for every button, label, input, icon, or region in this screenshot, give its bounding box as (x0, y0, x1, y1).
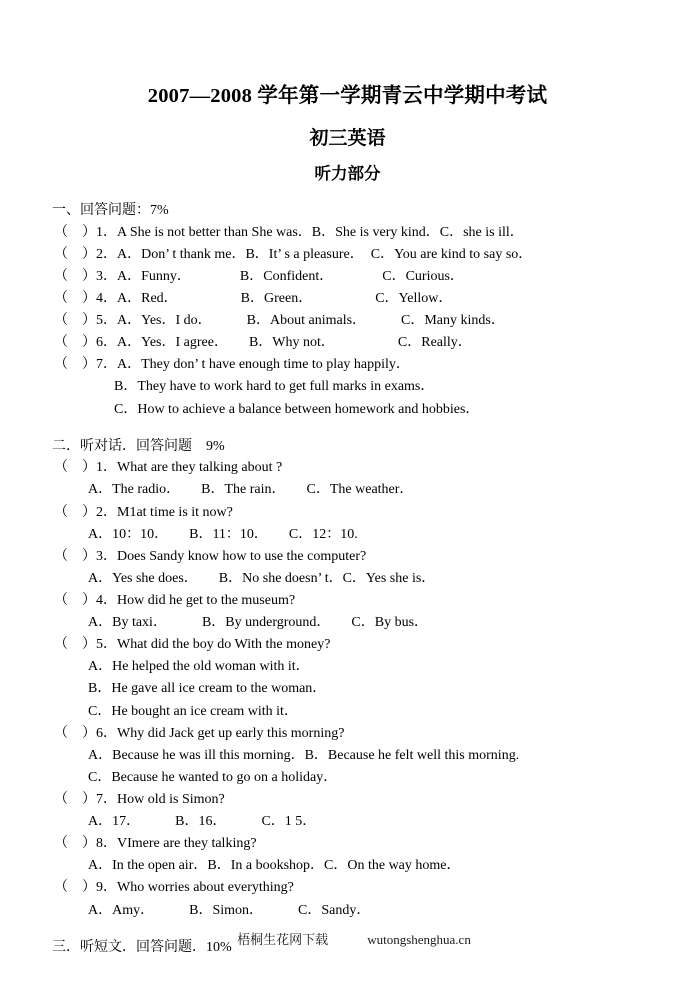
question-item: （ ）6．Why did Jack get up early this morning? (54, 725, 345, 741)
question-item: （ ）4．A．Red． B．Green． C．Yellow． (54, 291, 453, 307)
option-item: A．17． B．16． C．1 5． (88, 814, 317, 830)
question-item: （ ）2．M1at time is it now? (54, 504, 233, 520)
section-heading-1: 一、回答问题：7% (52, 203, 169, 218)
question-item: （ ）1．What are they talking about ? (54, 460, 283, 476)
question-item: （ ）2．A．Don’ t thank me．B．It’ s a pleasure． C．You are kind to say so． (54, 246, 533, 262)
option-item: A．Because he was ill this morning．B．Because he felt well this morning. (88, 747, 520, 763)
page-title: 2007—2008 学年第一学期青云中学期中考试 (147, 85, 548, 107)
footer-site-url: wutongshenghua.cn (367, 931, 471, 947)
option-item: B．He gave all ice cream to the woman． (88, 681, 327, 697)
question-item: （ ）8．VImere are they talking? (54, 836, 257, 852)
question-item: （ ）9．Who worries about everything? (54, 880, 294, 896)
question-item: （ ）1．A She is not better than She was．B．She is very kind．C．she is ill． (54, 224, 524, 240)
option-item: A．Amy． B．Simon． C．Sandy． (88, 902, 371, 918)
option-item: A．In the open air．B．In a bookshop．C．On the way home． (88, 858, 461, 874)
option-item: A．The radio． B．The rain． C．The weather． (88, 482, 414, 498)
question-item: （ ）5．A．Yes．I do． B．About animals． C．Many kinds． (54, 313, 505, 329)
option-item: A．Yes she does． B．No she doesn’ t．C．Yes she is． (88, 570, 436, 586)
question-item: （ ）6．A．Yes．I agree． B．Why not． C．Really． (54, 335, 472, 351)
option-item: C．Because he wanted to go on a holiday． (88, 769, 338, 785)
question-item: （ ）5．What did the boy do With the money? (54, 637, 331, 653)
section-heading-3: 三．听短文．回答问题．10% (52, 939, 232, 955)
option-item: C．How to achieve a balance between homework and hobbies． (114, 401, 480, 417)
option-item: A．He helped the old woman with it． (88, 659, 310, 675)
question-item: （ ）3．Does Sandy know how to use the computer? (54, 548, 367, 564)
footer-site-name: 梧桐生花网下载 (237, 931, 329, 947)
option-item: A．10：10． B．11：10． C．12：10. (88, 526, 358, 542)
subject-title: 初三英语 (309, 127, 386, 149)
footer-separator (328, 932, 367, 947)
section-title-listening: 听力部分 (314, 164, 381, 184)
section-heading-2: 二．听对话．回答问题 9% (52, 438, 225, 454)
option-item: B．They have to work hard to get full marks in exams． (114, 379, 435, 395)
page-footer (0, 915, 695, 966)
question-item: （ ）3．A．Funny． B．Confident． C．Curious． (54, 268, 464, 284)
question-item: （ ）7．A．They don’ t have enough time to play happily． (54, 357, 410, 373)
option-item: C．He bought an ice cream with it． (88, 703, 298, 719)
option-item: A．By taxi． B．By underground． C．By bus． (88, 615, 429, 631)
question-item: （ ）7．How old is Simon? (54, 792, 225, 807)
question-item: （ ）4．How did he get to the museum? (54, 593, 296, 609)
